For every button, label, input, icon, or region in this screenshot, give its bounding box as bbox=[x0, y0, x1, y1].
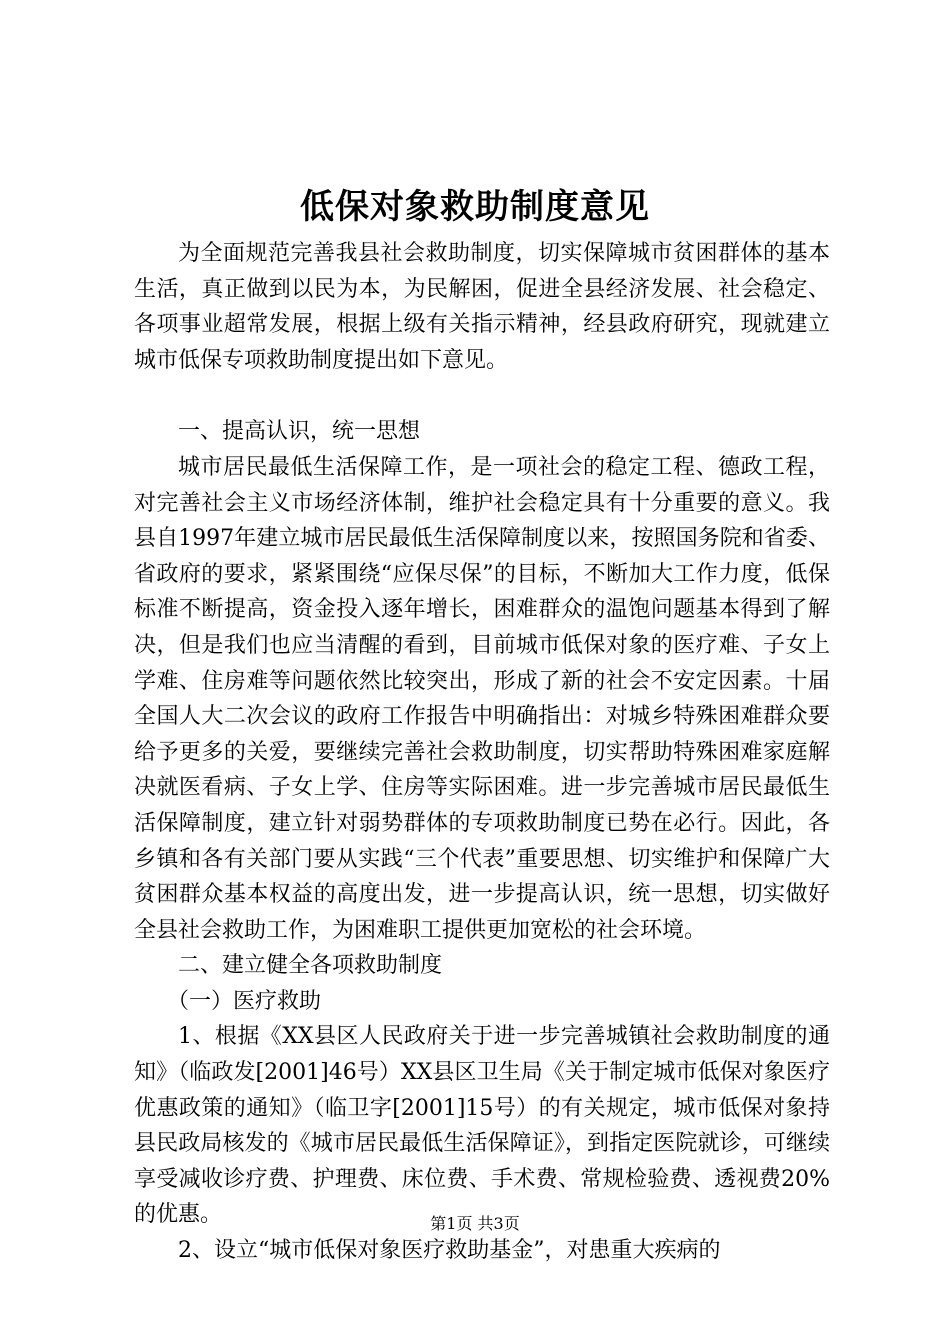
page-footer: 第1页 共3页 bbox=[430, 1214, 520, 1233]
medical-item-1: 1、根据《XX县区人民政府关于进一步完善城镇社会救助制度的通知》（临政发[2001]46号）XX县区卫生局《关于制定城市低保对象医疗优惠政策的通知》（临卫字[2001]15号）的有关规定，城市低保对象持县民政局核发的《城市居民最低生活保障证》，到指定医院就诊，可继续享受减收诊疗费、护理费、床位费、手术费、常规检验费、透视费20%的优惠。 bbox=[134, 1024, 830, 1228]
section-heading-2: 二、建立健全各项救助制度 bbox=[178, 953, 443, 979]
medical-item-2: 2、设立“城市低保对象医疗救助基金”，对患重大疾病的 bbox=[178, 1238, 721, 1264]
section-1-paragraph: 城市居民最低生活保障工作，是一项社会的稳定工程、德政工程，对完善社会主义市场经济体制，维护社会稳定具有十分重要的意义。我县自1997年建立城市居民最低生活保障制度以来，按照国务院和省委、省政府的要求，紧紧围绕“应保尽保”的目标，不断加大工作力度，低保标准不断提高，资金投入逐年增长，困难群众的温饱问题基本得到了解决，但是我们也应当清醒的看到，目前城市低保对象的医疗难、子女上学难、住房难等问题依然比较突出，形成了新的社会不安定因素。十届全国人大二次会议的政府工作报告中明确指出：对城乡特殊困难群众要给予更多的关爱，要继续完善社会救助制度，切实帮助特殊困难家庭解决就医看病、子女上学、住房等实际困难。进一步完善城市居民最低生活保障制度，建立针对弱势群体的专项救助制度已势在必行。因此，各乡镇和各有关部门要从实践“三个代表”重要思想、切实维护和保障广大贫困群众基本权益的高度出发，进一步提高认识，统一思想，切实做好全县社会救助工作，为困难职工提供更加宽松的社会环境。 bbox=[134, 454, 830, 943]
document-title: 低保对象救助制度意见 bbox=[300, 187, 650, 227]
section-heading-1: 一、提高认识，统一思想 bbox=[178, 419, 421, 445]
subsection-heading-medical: （一）医疗救助 bbox=[167, 988, 322, 1014]
document-body bbox=[134, 236, 830, 1269]
intro-paragraph: 为全面规范完善我县社会救助制度，切实保障城市贫困群体的基本生活，真正做到以民为本，为民解困，促进全县经济发展、社会稳定、各项事业超常发展，根据上级有关指示精神，经县政府研究，现就建立城市低保专项救助制度提出如下意见。 bbox=[134, 241, 830, 373]
